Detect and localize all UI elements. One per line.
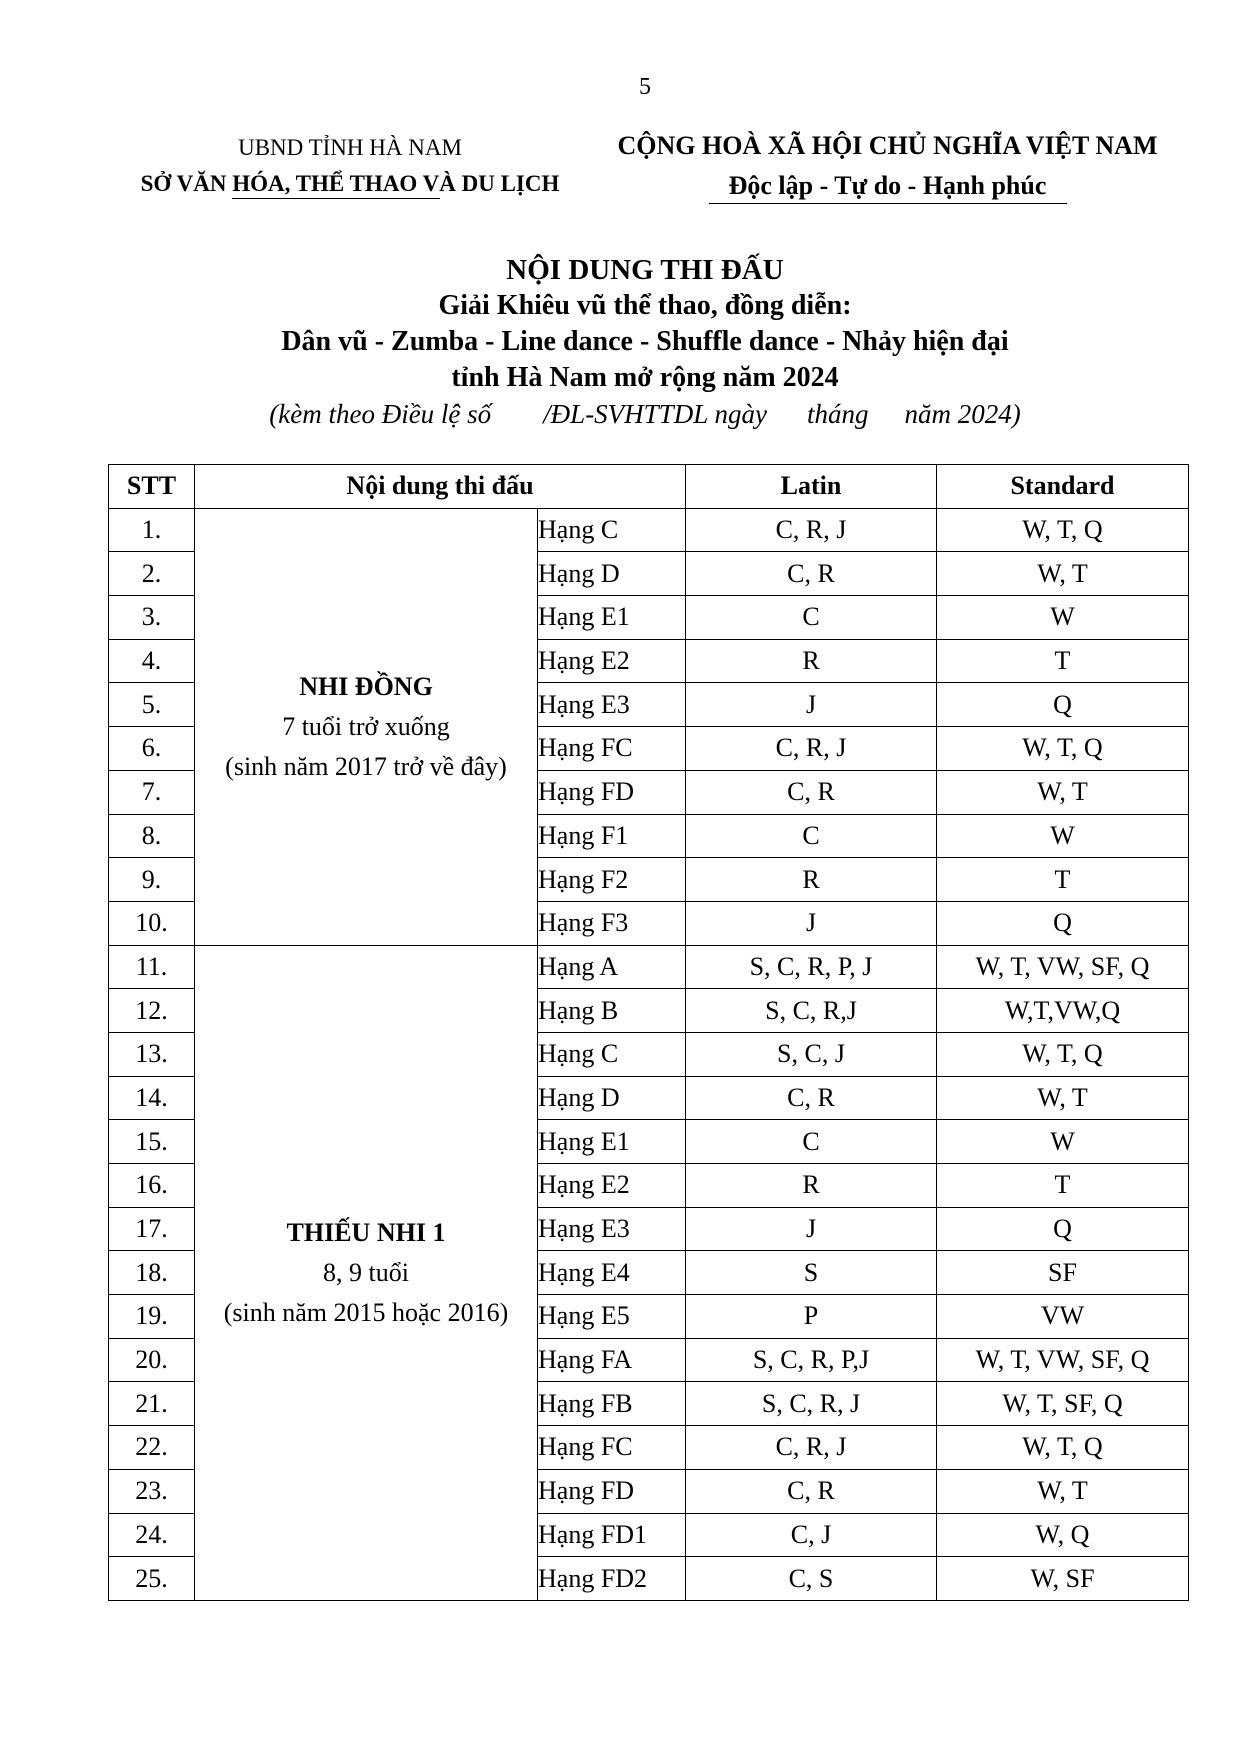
reference-line [0, 396, 1240, 432]
row-number: 11. [109, 945, 195, 989]
age-group-cell [195, 508, 538, 945]
latin-cell: C, R [686, 1076, 937, 1120]
age-group-age: 8, 9 tuổi [323, 1257, 409, 1287]
rank-cell: Hạng FD1 [538, 1513, 686, 1557]
row-number: 23. [109, 1469, 195, 1513]
agency-underline [232, 198, 440, 199]
header-latin: Latin [686, 465, 937, 509]
rank-cell: Hạng E3 [538, 683, 686, 727]
document-title [0, 252, 1240, 432]
standard-cell: T [937, 1164, 1189, 1208]
rank-cell: Hạng F2 [538, 858, 686, 902]
latin-cell: S, C, J [686, 1032, 937, 1076]
latin-cell: C, R [686, 770, 937, 814]
latin-cell: S [686, 1251, 937, 1295]
row-number: 8. [109, 814, 195, 858]
rank-cell: Hạng F1 [538, 814, 686, 858]
rank-cell: Hạng FB [538, 1382, 686, 1426]
latin-cell: C, J [686, 1513, 937, 1557]
standard-cell: W [937, 1120, 1189, 1164]
agency-name: SỞ VĂN HÓA, THỂ THAO VÀ DU LỊCH [140, 171, 560, 196]
standard-cell: W, T, SF, Q [937, 1382, 1189, 1426]
rank-cell: Hạng E1 [538, 596, 686, 640]
national-header [595, 126, 1180, 206]
standard-cell: W, T [937, 552, 1189, 596]
latin-cell: J [686, 901, 937, 945]
table-header-row [109, 465, 1189, 509]
rank-cell: Hạng F3 [538, 901, 686, 945]
row-number: 13. [109, 1032, 195, 1076]
row-number: 2. [109, 552, 195, 596]
competition-table [108, 464, 1189, 1601]
table-row [109, 508, 1189, 552]
row-number: 10. [109, 901, 195, 945]
latin-cell: J [686, 683, 937, 727]
standard-cell: Q [937, 683, 1189, 727]
row-number: 5. [109, 683, 195, 727]
standard-cell: W, T, Q [937, 508, 1189, 552]
row-number: 1. [109, 508, 195, 552]
latin-cell: C [686, 596, 937, 640]
row-number: 22. [109, 1426, 195, 1470]
standard-cell: W, T, VW, SF, Q [937, 1338, 1189, 1382]
latin-cell: C [686, 1120, 937, 1164]
standard-cell: W, SF [937, 1557, 1189, 1601]
age-group-cell [195, 945, 538, 1600]
ref-part-a: (kèm theo Điều lệ số [269, 399, 492, 429]
standard-cell: W,T,VW,Q [937, 989, 1189, 1033]
rank-cell: Hạng E4 [538, 1251, 686, 1295]
standard-cell: VW [937, 1295, 1189, 1339]
row-number: 15. [109, 1120, 195, 1164]
row-number: 6. [109, 727, 195, 771]
rank-cell: Hạng FC [538, 727, 686, 771]
header-stt: STT [109, 465, 195, 509]
rank-cell: Hạng FD2 [538, 1557, 686, 1601]
standard-cell: W, T [937, 1469, 1189, 1513]
national-motto: Độc lập - Tự do - Hạnh phúc [728, 171, 1047, 200]
latin-cell: J [686, 1207, 937, 1251]
row-number: 3. [109, 596, 195, 640]
rank-cell: Hạng FD [538, 1469, 686, 1513]
motto-underline [709, 203, 1067, 204]
latin-cell: R [686, 639, 937, 683]
title-line-3: Dân vũ - Zumba - Line dance - Shuffle dance - Nhảy hiện đại [281, 326, 1009, 357]
row-number: 21. [109, 1382, 195, 1426]
standard-cell: W, T, Q [937, 1032, 1189, 1076]
agency-parent: UBND TỈNH HÀ NAM [238, 135, 462, 160]
page-number: 5 [639, 74, 651, 100]
rank-cell: Hạng E5 [538, 1295, 686, 1339]
latin-cell: P [686, 1295, 937, 1339]
row-number: 16. [109, 1164, 195, 1208]
table-body [109, 508, 1189, 1600]
standard-cell: W, T, Q [937, 1426, 1189, 1470]
latin-cell: C, S [686, 1557, 937, 1601]
standard-cell: W, T [937, 1076, 1189, 1120]
standard-cell: W, T [937, 770, 1189, 814]
latin-cell: C, R, J [686, 1426, 937, 1470]
row-number: 14. [109, 1076, 195, 1120]
title-line-4: tỉnh Hà Nam mở rộng năm 2024 [451, 362, 839, 393]
latin-cell: C, R [686, 552, 937, 596]
rank-cell: Hạng C [538, 1032, 686, 1076]
standard-cell: T [937, 858, 1189, 902]
ref-part-b: /ĐL-SVHTTDL ngày [543, 399, 767, 429]
rank-cell: Hạng D [538, 1076, 686, 1120]
row-number: 9. [109, 858, 195, 902]
row-number: 12. [109, 989, 195, 1033]
header-content: Nội dung thi đấu [195, 465, 686, 509]
latin-cell: R [686, 1164, 937, 1208]
rank-cell: Hạng FD [538, 770, 686, 814]
rank-cell: Hạng B [538, 989, 686, 1033]
ref-part-c: tháng [806, 399, 869, 429]
title-line-2: Giải Khiêu vũ thể thao, đồng diễn: [438, 290, 852, 321]
rank-cell: Hạng FC [538, 1426, 686, 1470]
rank-cell: Hạng E2 [538, 1164, 686, 1208]
age-group-birth: (sinh năm 2015 hoặc 2016) [223, 1297, 509, 1327]
latin-cell: C, R, J [686, 508, 937, 552]
rank-cell: Hạng E2 [538, 639, 686, 683]
row-number: 17. [109, 1207, 195, 1251]
header-standard: Standard [937, 465, 1189, 509]
row-number: 19. [109, 1295, 195, 1339]
national-name: CỘNG HOÀ XÃ HỘI CHỦ NGHĨA VIỆT NAM [617, 131, 1158, 160]
age-group-birth: (sinh năm 2017 trở về đây) [225, 751, 507, 781]
ref-part-d: năm 2024) [904, 399, 1021, 429]
standard-cell: SF [937, 1251, 1189, 1295]
rank-cell: Hạng FA [538, 1338, 686, 1382]
standard-cell: Q [937, 901, 1189, 945]
latin-cell: C [686, 814, 937, 858]
standard-cell: T [937, 639, 1189, 683]
latin-cell: S, C, R, P, J [686, 945, 937, 989]
age-group-name: NHI ĐỒNG [299, 671, 433, 701]
latin-cell: S, C, R, P,J [686, 1338, 937, 1382]
rank-cell: Hạng E1 [538, 1120, 686, 1164]
latin-cell: S, C, R,J [686, 989, 937, 1033]
latin-cell: C, R, J [686, 727, 937, 771]
latin-cell: S, C, R, J [686, 1382, 937, 1426]
latin-cell: C, R [686, 1469, 937, 1513]
standard-cell: Q [937, 1207, 1189, 1251]
rank-cell: Hạng A [538, 945, 686, 989]
rank-cell: Hạng C [538, 508, 686, 552]
issuing-agency-header [120, 130, 580, 202]
age-group-age: 7 tuổi trở xuống [282, 711, 450, 741]
latin-cell: R [686, 858, 937, 902]
rank-cell: Hạng E3 [538, 1207, 686, 1251]
row-number: 7. [109, 770, 195, 814]
standard-cell: W, T, VW, SF, Q [937, 945, 1189, 989]
standard-cell: W, T, Q [937, 727, 1189, 771]
standard-cell: W, Q [937, 1513, 1189, 1557]
standard-cell: W [937, 814, 1189, 858]
table-row [109, 945, 1189, 989]
age-group-name: THIẾU NHI 1 [286, 1217, 446, 1247]
row-number: 4. [109, 639, 195, 683]
title-line-1: NỘI DUNG THI ĐẤU [506, 254, 784, 286]
row-number: 25. [109, 1557, 195, 1601]
standard-cell: W [937, 596, 1189, 640]
row-number: 18. [109, 1251, 195, 1295]
rank-cell: Hạng D [538, 552, 686, 596]
row-number: 24. [109, 1513, 195, 1557]
row-number: 20. [109, 1338, 195, 1382]
